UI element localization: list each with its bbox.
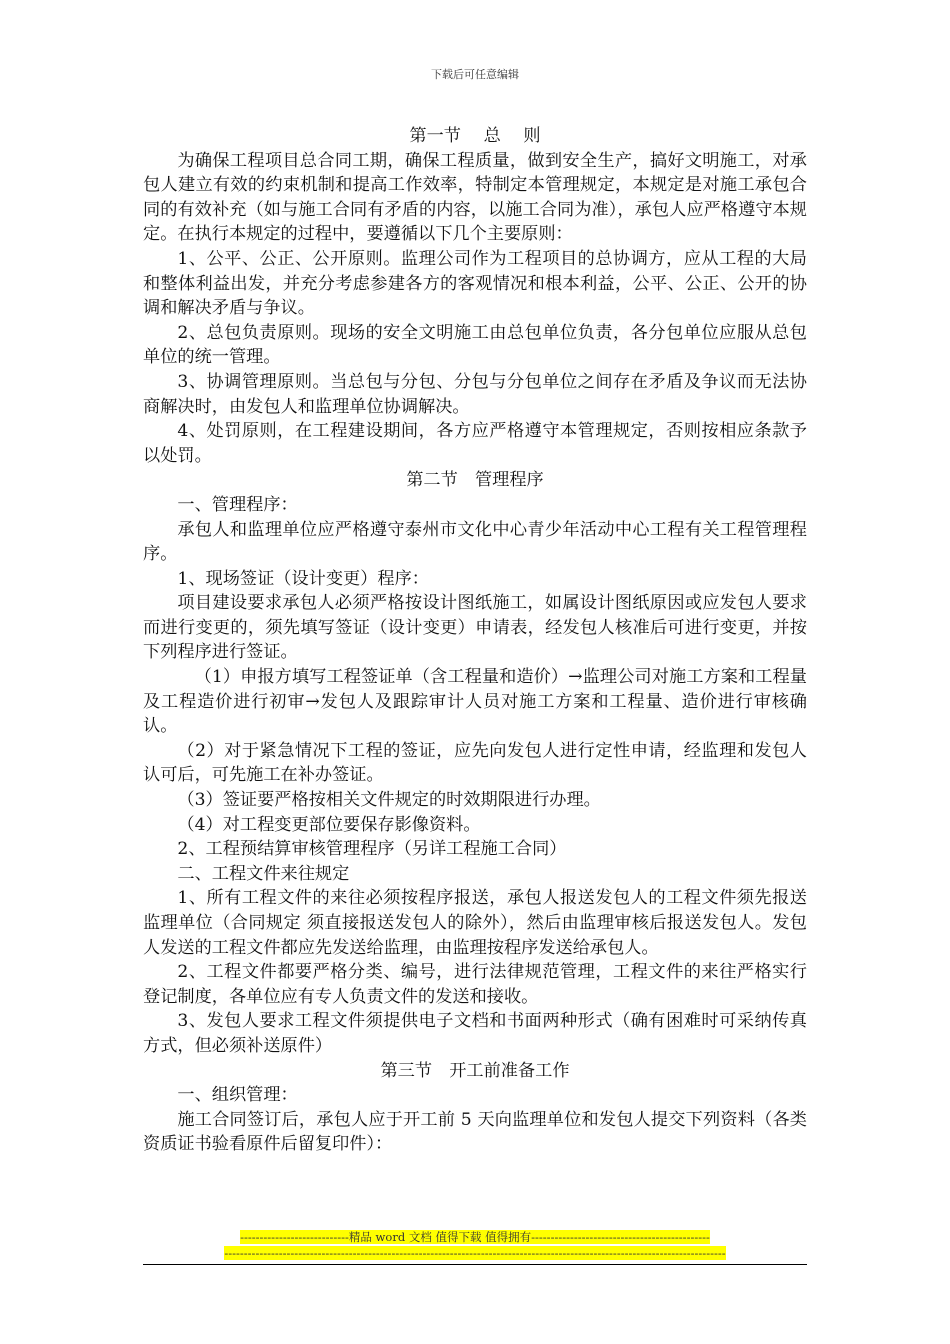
footer-banner-line: --------------------------------------------------------------------------------------------------------------------------------- (224, 1246, 726, 1260)
paragraph: 1、公平、公正、公开原则。监理公司作为工程项目的总协调方，应从工程的大局和整体利益出发，并充分考虑参建各方的客观情况和根本利益，公平、公正、公开的协调和解决矛盾与争议。 (143, 248, 807, 319)
paragraph: 施工合同签订后，承包人应于开工前 5 天向监理单位和发包人提交下列资料（各类资质证书验看原件后留复印件）： (143, 1109, 807, 1155)
paragraph: 承包人和监理单位应严格遵守泰州市文化中心青少年活动中心工程有关工程管理程序。 (143, 519, 807, 565)
section-heading: 第一节 总 则 (409, 126, 541, 146)
paragraph: 2、工程预结算审核管理程序（另详工程施工合同） (177, 839, 567, 860)
paragraph: （2）对于紧急情况下工程的签证，应先向发包人进行定性申请，经监理和发包人认可后，可先施工在补办签证。 (143, 740, 807, 786)
section-1 (143, 124, 807, 468)
paragraph: 1、所有工程文件的来往必须按程序报送，承包人报送发包人的工程文件须先报送监理单位（合同规定 须直接报送发包人的除外），然后由监理审核后报送发包人。发包人发送的工程文件都应先发送给监理，由监理按程序发送给承包人。 (143, 888, 807, 958)
page-header: 下载后可任意编辑 (431, 68, 519, 81)
paragraph: 一、组织管理： (177, 1085, 298, 1106)
paragraph: （4）对工程变更部位要保存影像资料。 (177, 814, 481, 835)
paragraph: 二、工程文件来往规定 (177, 863, 350, 884)
section-3 (143, 1059, 807, 1157)
paragraph: 一、管理程序： (177, 494, 298, 515)
section-heading: 第二节 管理程序 (406, 470, 544, 491)
paragraph: 1、现场签证（设计变更）程序： (177, 568, 429, 589)
paragraph: 2、工程文件都要严格分类、编号，进行法律规范管理，工程文件的来往严格实行登记制度，各单位应有专人负责文件的发送和接收。 (143, 962, 807, 1007)
paragraph: 3、协调管理原则。当总包与分包、分包与分包单位之间存在矛盾及争议而无法协商解决时，由发包人和监理单位协调解决。 (143, 371, 807, 417)
footer-banner (0, 1229, 950, 1261)
paragraph: （1）申报方填写工程签证单（含工程量和造价）→监理公司对施工方案和工程量及工程造价进行初审→发包人及跟踪审计人员对施工方案和工程量、造价进行审核确认。 (143, 667, 807, 737)
paragraph: 3、发包人要求工程文件须提供电子文档和书面两种形式（确有困难时可采纳传真方式，但必须补送原件） (143, 1011, 807, 1056)
section-2 (143, 468, 807, 1058)
section-heading: 第三节 开工前准备工作 (380, 1060, 570, 1081)
document-body (143, 124, 807, 1157)
paragraph: 为确保工程项目总合同工期，确保工程质量，做到安全生产，搞好文明施工，对承包人建立有效的约束机制和提高工作效率，特制定本管理规定，本规定是对施工承包合同的有效补充（如与施工合同有矛盾的内容，以施工合同为准），承包人应严格遵守本规定。在执行本规定的过程中，要遵循以下几个主要原则： (143, 150, 807, 245)
paragraph: 2、总包负责原则。现场的安全文明施工由总包单位负责，各分包单位应服从总包单位的统一管理。 (143, 322, 807, 368)
paragraph: 项目建设要求承包人必须严格按设计图纸施工，如属设计图纸原因或应发包人要求而进行变更的，须先填写签证（设计变更）申请表，经发包人核准后可进行变更，并按下列程序进行签证。 (143, 593, 807, 663)
footer-banner-line: ----------------------------精品 word 文档 值得下载 值得拥有---------------------------------------------- (240, 1230, 710, 1244)
paragraph: （3）签证要严格按相关文件规定的时效期限进行办理。 (177, 790, 601, 811)
footer-rule (143, 1264, 807, 1265)
paragraph: 4、处罚原则，在工程建设期间，各方应严格遵守本管理规定，否则按相应条款予以处罚。 (143, 421, 807, 466)
